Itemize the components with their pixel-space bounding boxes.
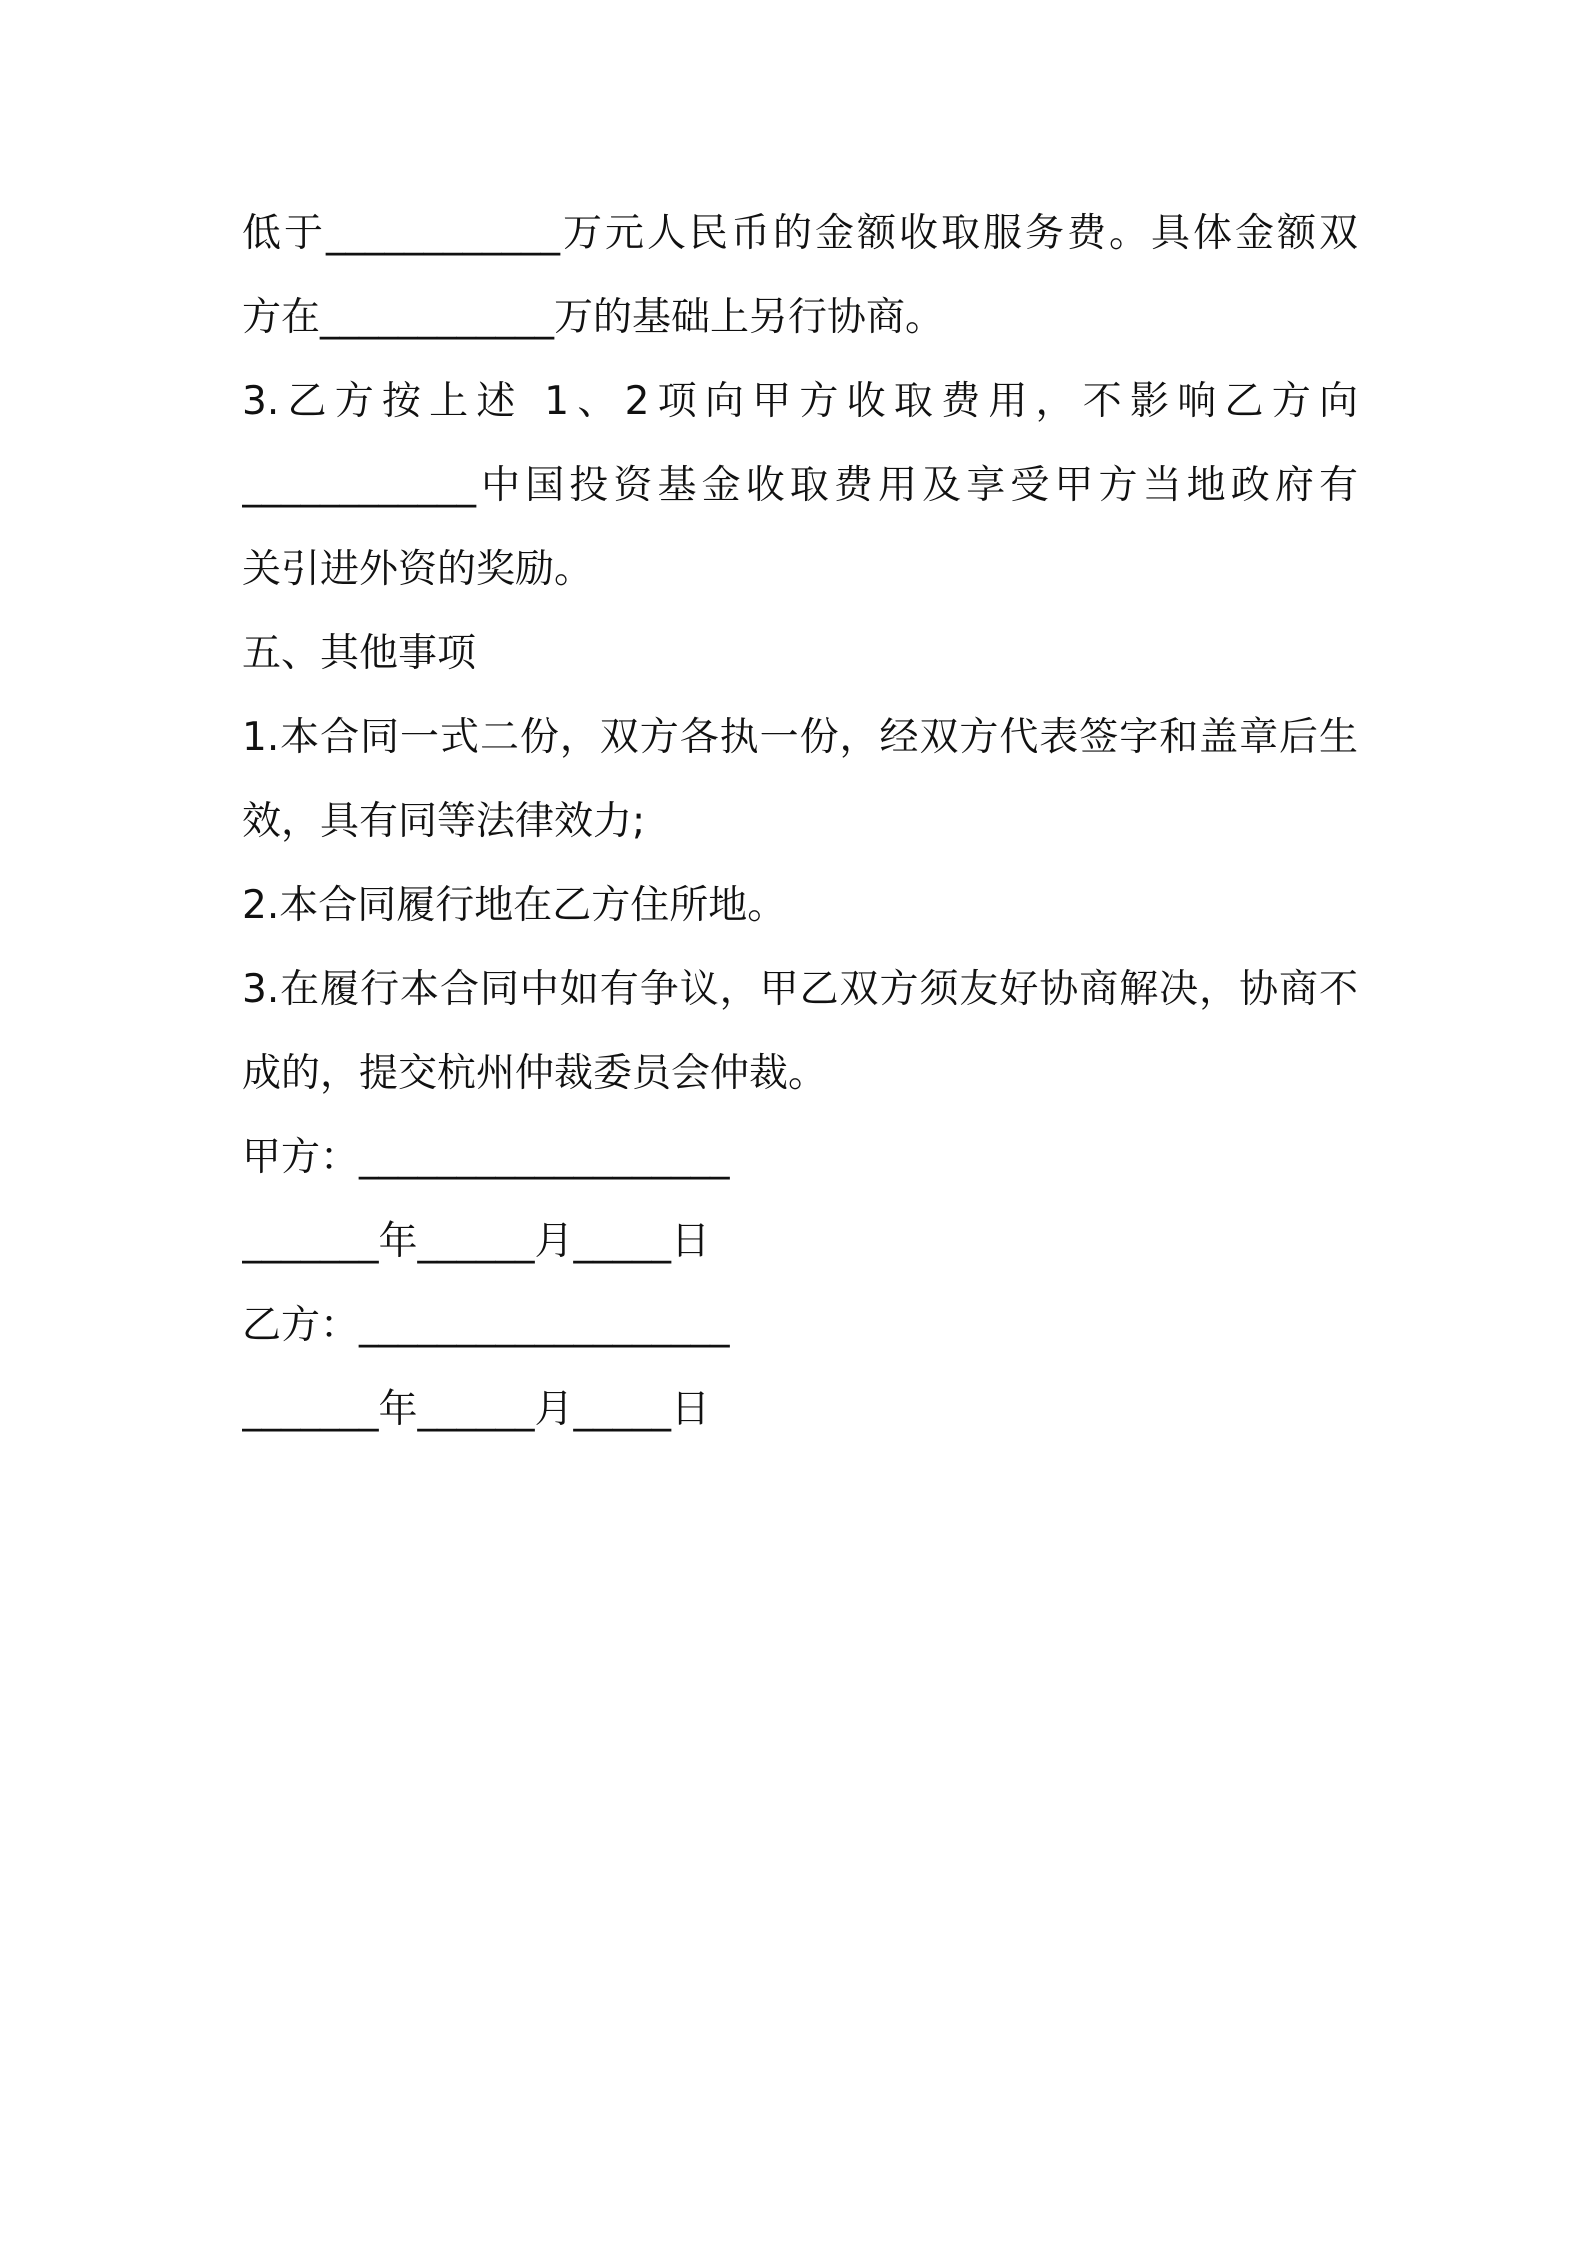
clause-3-line-3: 关引进外资的奖励。 — [242, 547, 594, 592]
other-matters-2: 2.本合同履行地在乙方住所地。 — [242, 883, 787, 928]
fee-clause-line-2: 方在____________万的基础上另行协商。 — [242, 295, 945, 340]
party-b-signature-line: 乙方：___________________ — [242, 1303, 730, 1348]
party-a-signature-line: 甲方：___________________ — [242, 1135, 730, 1180]
party-a-date-line: _______年______月_____日 — [242, 1219, 711, 1264]
other-matters-3-line-2: 成的，提交杭州仲裁委员会仲裁。 — [242, 1051, 828, 1096]
clause-3-line-2: ____________中国投资基金收取费用及享受甲方当地政府有 — [242, 463, 1358, 508]
other-matters-1-line-1: 1.本合同一式二份，双方各执一份，经双方代表签字和盖章后生 — [242, 715, 1358, 760]
fee-clause-line-1: 低于____________万元人民币的金额收取服务费。具体金额双 — [242, 211, 1358, 256]
other-matters-1-line-2: 效，具有同等法律效力; — [242, 799, 646, 844]
section-heading-other-matters: 五、其他事项 — [242, 631, 477, 676]
party-b-date-line: _______年______月_____日 — [242, 1387, 711, 1432]
clause-3-line-1: 3.乙方按上述 1、2项向甲方收取费用，不影响乙方向 — [242, 379, 1358, 424]
other-matters-3-line-1: 3.在履行本合同中如有争议，甲乙双方须友好协商解决，协商不 — [242, 967, 1358, 1012]
document-body — [242, 192, 1358, 1452]
